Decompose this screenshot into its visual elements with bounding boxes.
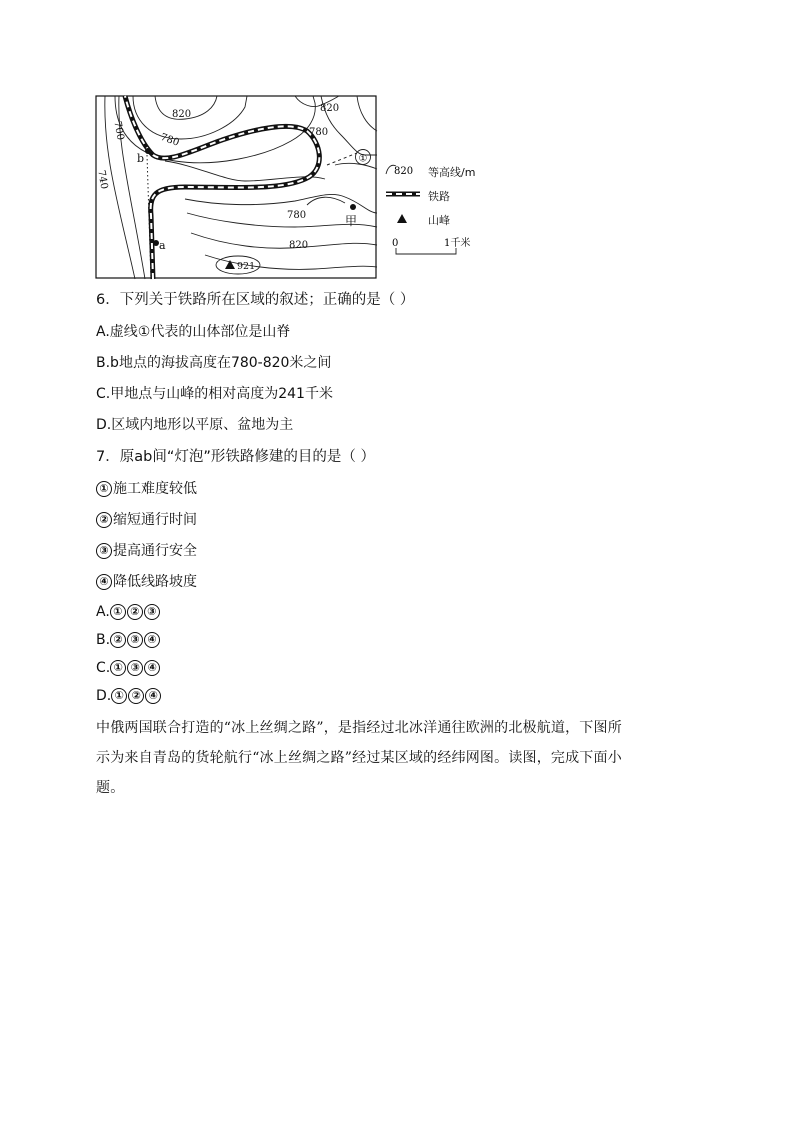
contour-symbol-icon (384, 162, 428, 178)
q6-option-d: D.区域内地形以平原、盆地为主 (96, 417, 294, 433)
q7-c-num-2: ③ (127, 660, 143, 676)
legend-peak-label: 山峰 (428, 214, 450, 227)
legend-contour (384, 162, 494, 186)
map-legend (384, 162, 494, 234)
q7-b-num-2: ③ (127, 632, 143, 648)
q7-item-2-text: 缩短通行时间 (113, 512, 197, 528)
q7-option-a (96, 602, 161, 622)
q7-a-num-3: ③ (144, 604, 160, 620)
point-b-dot (145, 148, 151, 154)
legend-contour-label: 等高线/m (428, 166, 476, 179)
q7-c-num-3: ④ (144, 660, 160, 676)
q7-option-d (96, 686, 162, 706)
scale-zero: 0 (392, 238, 399, 249)
q7-item-1 (96, 479, 197, 499)
q7-d-num-1: ① (111, 688, 127, 704)
q7-a-num-2: ② (127, 604, 143, 620)
q7-item-1-text: 施工难度较低 (113, 481, 197, 497)
contour-label-780-right: 780 (309, 127, 329, 138)
contour-map (95, 95, 379, 285)
q7-b-num-1: ② (110, 632, 126, 648)
q6-option-a: A.虚线①代表的山体部位是山脊 (96, 324, 291, 340)
next-question-intro (96, 713, 702, 803)
legend-peak (384, 210, 494, 234)
q7-item-4 (96, 572, 197, 592)
q7-item-2 (96, 510, 197, 530)
legend-railway (384, 186, 494, 210)
q7-option-b-prefix: B. (96, 632, 111, 648)
q7-c-num-1: ① (110, 660, 126, 676)
contour-map-figure (95, 95, 379, 281)
q6-stem: 6．下列关于铁路所在区域的叙述；正确的是（ ） (96, 292, 415, 308)
q7-item-3 (96, 541, 197, 561)
q7-option-c (96, 658, 161, 678)
intro-line-2: 示为来自青岛的货轮航行“冰上丝绸之路”经过某区域的经纬网图。读图，完成下面小 (96, 750, 622, 766)
legend-contour-value: 820 (394, 166, 414, 177)
dashed-line-marker-label: ① (358, 153, 368, 165)
peak-elevation: 921 (237, 261, 256, 272)
intro-line-1: 中俄两国联合打造的“冰上丝绸之路”，是指经过北冰洋通往欧洲的北极航道，下图所 (96, 720, 622, 736)
num-2: ② (96, 512, 112, 528)
legend-railway-label: 铁路 (428, 190, 450, 203)
point-jia-label: 甲 (345, 214, 358, 228)
num-3: ③ (96, 543, 112, 559)
q7-a-num-1: ① (110, 604, 126, 620)
q7-option-a-prefix: A. (96, 604, 110, 620)
q7-stem: 7．原ab间“灯泡”形铁路修建的目的是（ ） (96, 449, 375, 465)
q7-b-num-3: ④ (144, 632, 160, 648)
intro-line-3: 题。 (96, 780, 125, 796)
q7-option-c-prefix: C. (96, 660, 111, 676)
contour-label-740: 740 (95, 169, 110, 191)
q6-option-b: B.b地点的海拔高度在780-820米之间 (96, 355, 332, 371)
contour-label-820-right: 820 (320, 103, 340, 114)
num-4: ④ (96, 574, 112, 590)
scale-bar-icon (388, 236, 478, 260)
q7-d-num-3: ④ (145, 688, 161, 704)
q7-d-num-2: ② (128, 688, 144, 704)
point-jia-dot (350, 204, 356, 210)
contour-label-700: 700 (111, 120, 126, 142)
scale-end: 1千米 (444, 238, 471, 249)
contour-label-820-bottom: 820 (289, 240, 309, 251)
contour-label-820-top: 820 (172, 109, 192, 120)
contour-label-780-top: 780 (158, 131, 181, 149)
q7-item-4-text: 降低线路坡度 (113, 574, 197, 590)
railway-symbol-icon (384, 186, 424, 202)
q6-option-c: C.甲地点与山峰的相对高度为241千米 (96, 386, 333, 402)
point-b-label: b (137, 152, 145, 165)
num-1: ① (96, 481, 112, 497)
peak-symbol-icon (384, 210, 424, 226)
q7-option-d-prefix: D. (96, 688, 112, 704)
q7-option-b (96, 630, 161, 650)
contour-label-780-mid: 780 (287, 210, 307, 221)
point-a-label: a (159, 239, 166, 252)
scale-bar (388, 236, 478, 260)
q7-item-3-text: 提高通行安全 (113, 543, 197, 559)
